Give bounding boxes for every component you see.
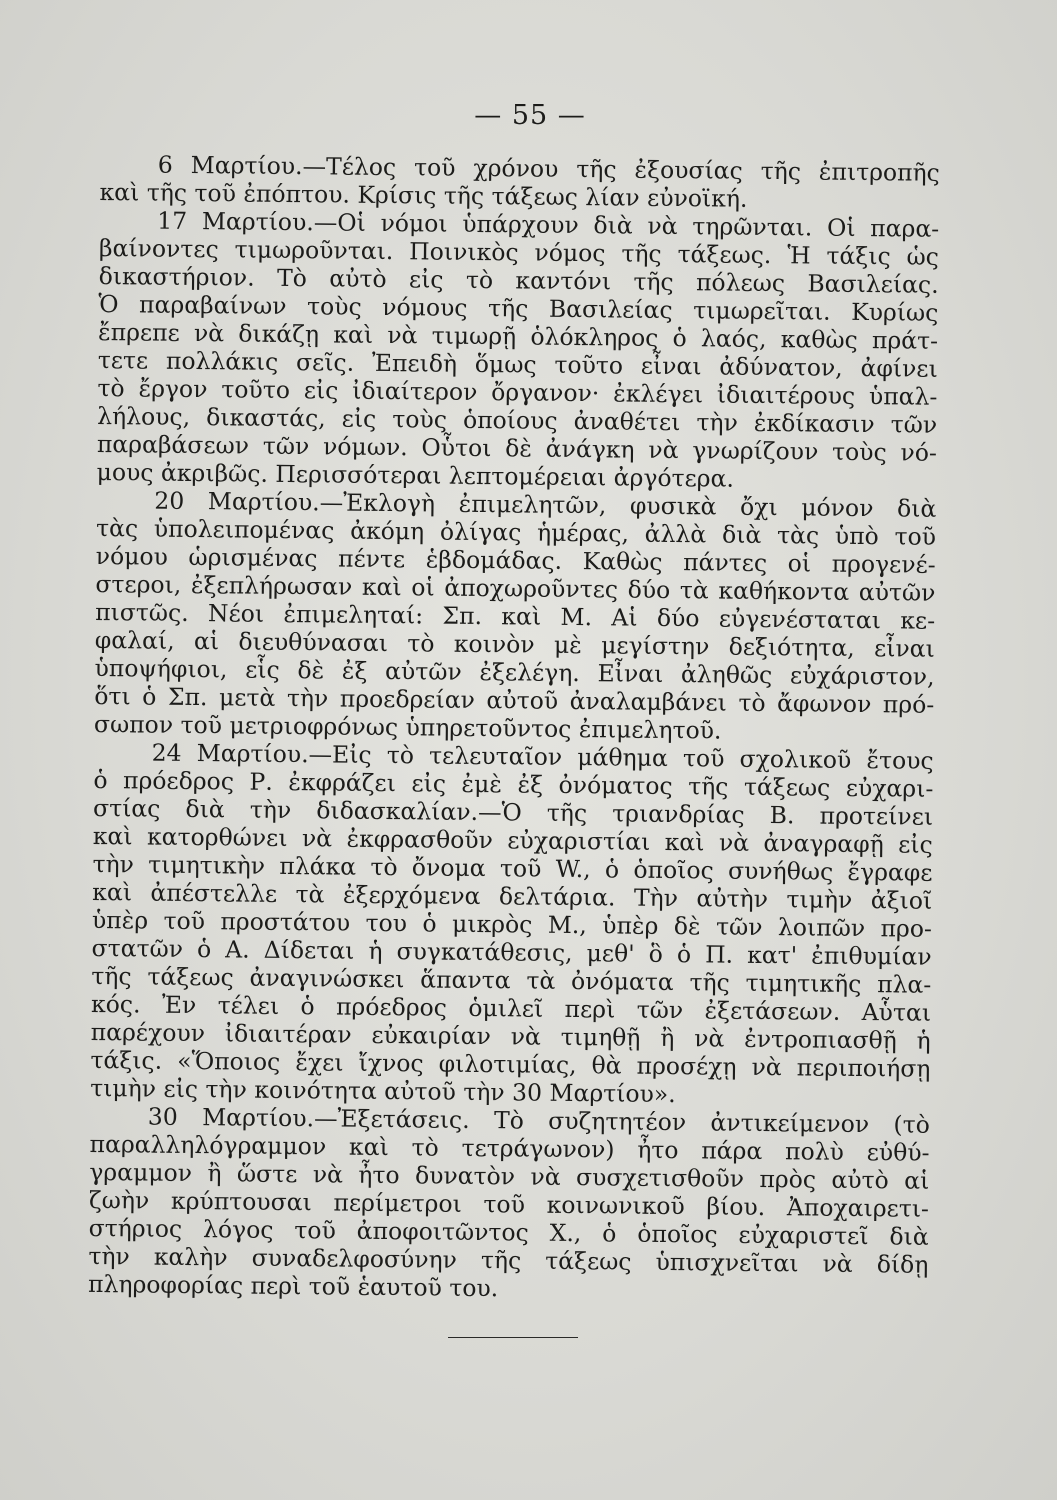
text-line: τετε πολλάκις σεῖς. Ἐπειδὴ ὅμως τοῦτο εἶναι ἀδύνατον, ἀφίνει [97,345,938,383]
text-line: 17 Μαρτίου.—Οἱ νόμοι ὑπάρχουν διὰ νὰ τηρῶνται. Οἱ παρα- [157,206,940,243]
text-line: παραλληλόγραμμον καὶ τὸ τετράγωνον) ἦτο πάρα πολὺ εὐθύ- [89,1129,930,1167]
text-line: τὰς ὑπολειπομένας ἀκόμη ὀλίγας ἡμέρας, ἀλλὰ διὰ τὰς ὑπὸ τοῦ [95,513,937,551]
text-line: πληροφορίας περὶ τοῦ ἑαυτοῦ του. [87,1269,499,1303]
text-line: κός. Ἐν τέλει ὁ πρόεδρος ὁμιλεῖ περὶ τῶν ἐξετάσεων. Αὗται [90,989,932,1027]
text-line: τῆς τάξεως ἀναγινώσκει ἅπαντα τὰ ὀνόματα τῆς τιμητικῆς πλα- [91,961,932,999]
text-line: στίας διὰ τὴν διδασκαλίαν.—Ὁ τῆς τριανδρίας Β. προτείνει [92,793,934,831]
text-line: ἔπρεπε νὰ δικάζῃ καὶ νὰ τιμωρῇ ὁλόκληρος ὁ λαός, καθὼς πράτ- [97,317,939,355]
text-line: τάξις. «Ὅποιος ἔχει ἴχνος φιλοτιμίας, θὰ προσέχῃ νὰ περιποιήσῃ [90,1045,931,1083]
text-line: λήλους, δικαστάς, εἰς τοὺς ὁποίους ἀναθέτει τὴν ἐκδίκασιν τῶν [97,401,938,439]
text-line: τὸ ἔργον τοῦτο εἰς ἰδιαίτερον ὄργανον· ἐκλέγει ἰδιαιτέρους ὑπαλ- [97,373,938,411]
body-text [88,150,940,1307]
text-line: τὴν καλὴν συναδελφοσύνην τῆς τάξεως ὑπισχνεῖται νὰ δίδῃ [88,1241,929,1279]
text-line: πιστῶς. Νέοι ἐπιμεληταί: Σπ. καὶ Μ. Αἱ δύο εὐγενέσταται κε- [95,597,936,635]
text-line: τὴν τιμητικὴν πλάκα τὸ ὄνομα τοῦ W., ὁ ὁποῖος συνήθως ἔγραφε [92,849,933,887]
text-line: στήριος λόγος τοῦ ἀποφοιτῶντος Χ., ὁ ὁποῖος εὐχαριστεῖ διὰ [88,1213,929,1251]
text-line: καὶ ἀπέστελλε τὰ ἐξερχόμενα δελτάρια. Τὴν αὐτὴν τιμὴν ἀξιοῖ [92,877,933,915]
closing-rule [448,1337,578,1338]
text-line: καὶ κατορθώνει νὰ ἐκφρασθοῦν εὐχαριστίαι καὶ νὰ ἀναγραφῇ εἰς [92,821,933,859]
text-line: Ὁ παραβαίνων τοὺς νόμους τῆς Βασιλείας τιμωρεῖται. Κυρίως [98,289,939,327]
text-line: παρέχουν ἰδιαιτέραν εὐκαιρίαν νὰ τιμηθῇ ἢ νὰ ἐντροπιασθῇ ἡ [90,1017,931,1055]
text-line: ὑποψήφιοι, εἷς δὲ ἐξ αὐτῶν ἐξελέγη. Εἶναι ἀληθῶς εὐχάριστον, [94,653,935,691]
text-line: καὶ τῆς τοῦ ἐπόπτου. Κρίσις τῆς τάξεως λίαν εὐνοϊκή. [99,177,748,213]
text-line: 6 Μαρτίου.—Τέλος τοῦ χρόνου τῆς ἐξουσίας τῆς ἐπιτροπῆς [157,150,940,187]
text-line: σωπον τοῦ μετριοφρόνως ὑπηρετοῦντος ἐπιμελητοῦ. [93,709,722,745]
text-line: γραμμον ἢ ὥστε νὰ ἦτο δυνατὸν νὰ συσχετισθοῦν πρὸς αὐτὸ αἱ [89,1157,930,1195]
text-line: 30 Μαρτίου.—Ἐξετάσεις. Τὸ συζητητέον ἀντικείμενον (τὸ [147,1102,930,1139]
text-line: ζωὴν κρύπτουσαι περίμετροι τοῦ κοινωνικοῦ βίου. Ἀποχαιρετι- [88,1185,930,1223]
text-line: δικαστήριον. Τὸ αὐτὸ εἰς τὸ καντόνι τῆς πόλεως Βασιλείας. [98,261,939,299]
text-line: τιμὴν εἰς τὴν κοινότητα αὐτοῦ τὴν 30 Μαρτίου». [90,1073,676,1109]
text-line: ὑπὲρ τοῦ προστάτου του ὁ μικρὸς Μ., ὑπὲρ δὲ τῶν λοιπῶν προ- [91,905,933,943]
text-line: ὅτι ὁ Σπ. μετὰ τὴν προεδρείαν αὐτοῦ ἀναλαμβάνει τὸ ἄφωνον πρό- [94,681,935,719]
page-number: — 55 — [474,100,586,131]
text-line: φαλαί, αἱ διευθύνασαι τὸ κοινὸν μὲ μεγίστην δεξιότητα, εἶναι [94,625,935,663]
text-line: παραβάσεων τῶν νόμων. Οὗτοι δὲ ἀνάγκη νὰ γνωρίζουν τοὺς νό- [96,429,938,467]
text-line: βαίνοντες τιμωροῦνται. Ποινικὸς νόμος τῆς τάξεως. Ἡ τάξις ὡς [98,233,940,271]
text-line: ὁ πρόεδρος Ρ. ἐκφράζει εἰς ἐμὲ ἐξ ὀνόματος τῆς τάξεως εὐχαρι- [93,765,934,803]
text-line: στεροι, ἐξεπλήρωσαν καὶ οἱ ἀποχωροῦντες δύο τὰ καθήκοντα αὐτῶν [95,569,936,607]
text-line: 24 Μαρτίου.—Εἰς τὸ τελευταῖον μάθημα τοῦ σχολικοῦ ἔτους [151,738,934,775]
text-line: στατῶν ὁ Α. Δίδεται ἡ συγκατάθεσις, μεθ' ὃ ὁ Π. κατ' ἐπιθυμίαν [91,933,932,971]
text-line: νόμου ὡρισμένας πέντε ἑβδομάδας. Καθὼς πάντες οἱ προγενέ- [95,541,936,579]
text-line: μους ἀκριβῶς. Περισσότεραι λεπτομέρειαι ἀργότερα. [96,457,735,493]
text-line: 20 Μαρτίου.—Ἐκλογὴ ἐπιμελητῶν, φυσικὰ ὄχι μόνον διὰ [154,486,937,523]
